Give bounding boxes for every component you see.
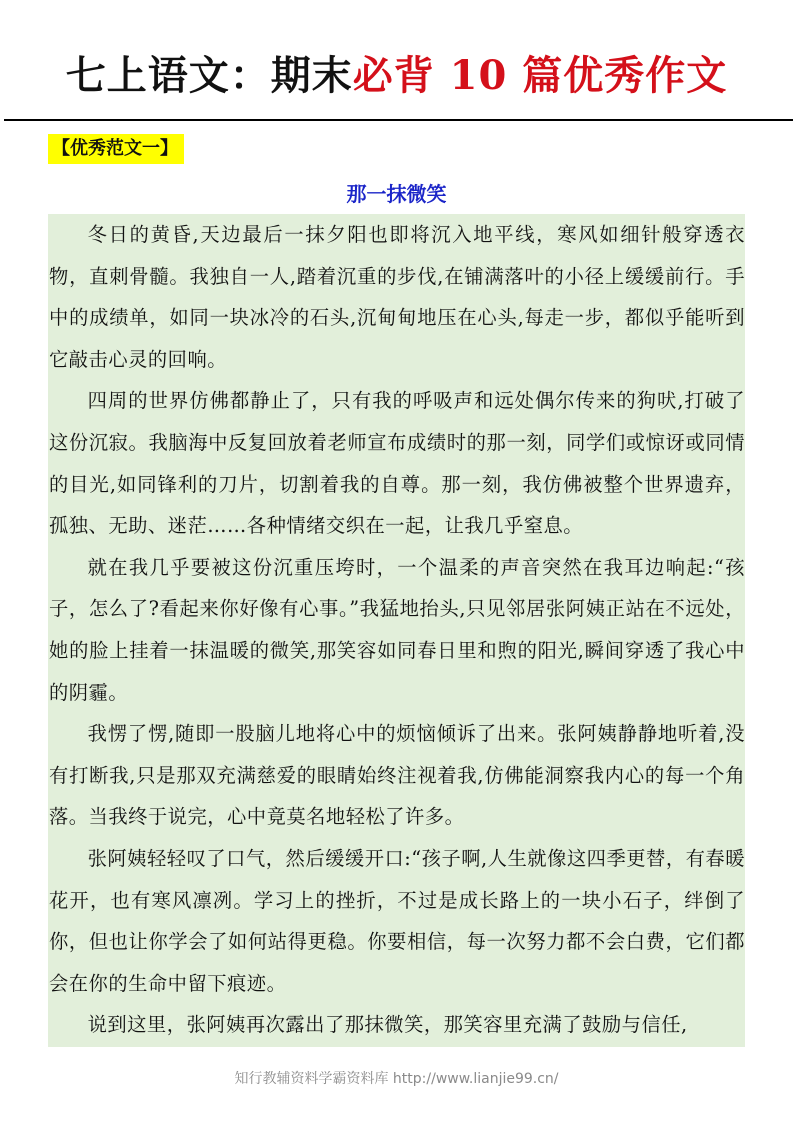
essay-paragraph-6: 说到这里，张阿姨再次露出了那抹微笑，那笑容里充满了鼓励与信任, xyxy=(87,1013,688,1037)
essay-paragraph-1: 冬日的黄昏,天边最后一抹夕阳也即将沉入地平线，寒风如细针般穿透衣物，直刺骨髓。我独自一人,踏着沉重的步伐,在铺满落叶的小径上缓缓前行。手中的成绩单，如同一块冰冷的石头,沉甸甸地压在心头,每走一步，都似乎能听到它敲击心灵的回响。 xyxy=(49,223,745,371)
essay-paragraph-3: 就在我几乎要被这份沉重压垮时，一个温柔的声音突然在我耳边响起:“孩子，怎么了?看起来你好像有心事。”我猛地抬头,只见邻居张阿姨正站在不远处，她的脸上挂着一抹温暖的微笑,那笑容如同春日里和煦的阳光,瞬间穿透了我心中的阴霾。 xyxy=(49,555,745,704)
essay-body xyxy=(48,214,745,1047)
essay-paragraph-4: 我愣了愣,随即一股脑儿地将心中的烦恼倾诉了出来。张阿姨静静地听着,没有打断我,只是那双充满慈爱的眼睛始终注视着我,仿佛能洞察我内心的每一个角落。当我终于说完，心中竟莫名地轻松了许多。 xyxy=(49,722,745,829)
footer-watermark: 知行教辅资料学霸资料库 http://www.lianjie99.cn/ xyxy=(234,1071,559,1087)
essay-paragraph-2: 四周的世界仿佛都静止了，只有我的呼吸声和远处偶尔传来的狗吠,打破了这份沉寂。我脑海中反复回放着老师宣布成绩时的那一刻，同学们或惊讶或同情的目光,如同锋利的刀片，切割着我的自尊。那一刻，我仿佛被整个世界遗弃，孤独、无助、迷茫……各种情绪交织在一起，让我几乎窒息。 xyxy=(49,389,745,538)
essay-paragraph-5: 张阿姨轻轻叹了口气，然后缓缓开口:“孩子啊,人生就像这四季更替，有春暖花开，也有寒风凛冽。学习上的挫折，不过是成长路上的一块小石子，绊倒了你，但也让你学会了如何站得更稳。你要相信，每一次努力都不会白费，它们都会在你的生命中留下痕迹。 xyxy=(49,846,745,995)
page-title-part2: 必背 10 篇优秀作文 xyxy=(352,52,728,99)
section-tag: 【优秀范文一】 xyxy=(48,134,184,164)
header-divider xyxy=(4,119,793,121)
page-title-part1: 七上语文：期末 xyxy=(65,52,353,99)
essay-title: 那一抹微笑 xyxy=(346,182,447,206)
page-title xyxy=(0,50,793,102)
